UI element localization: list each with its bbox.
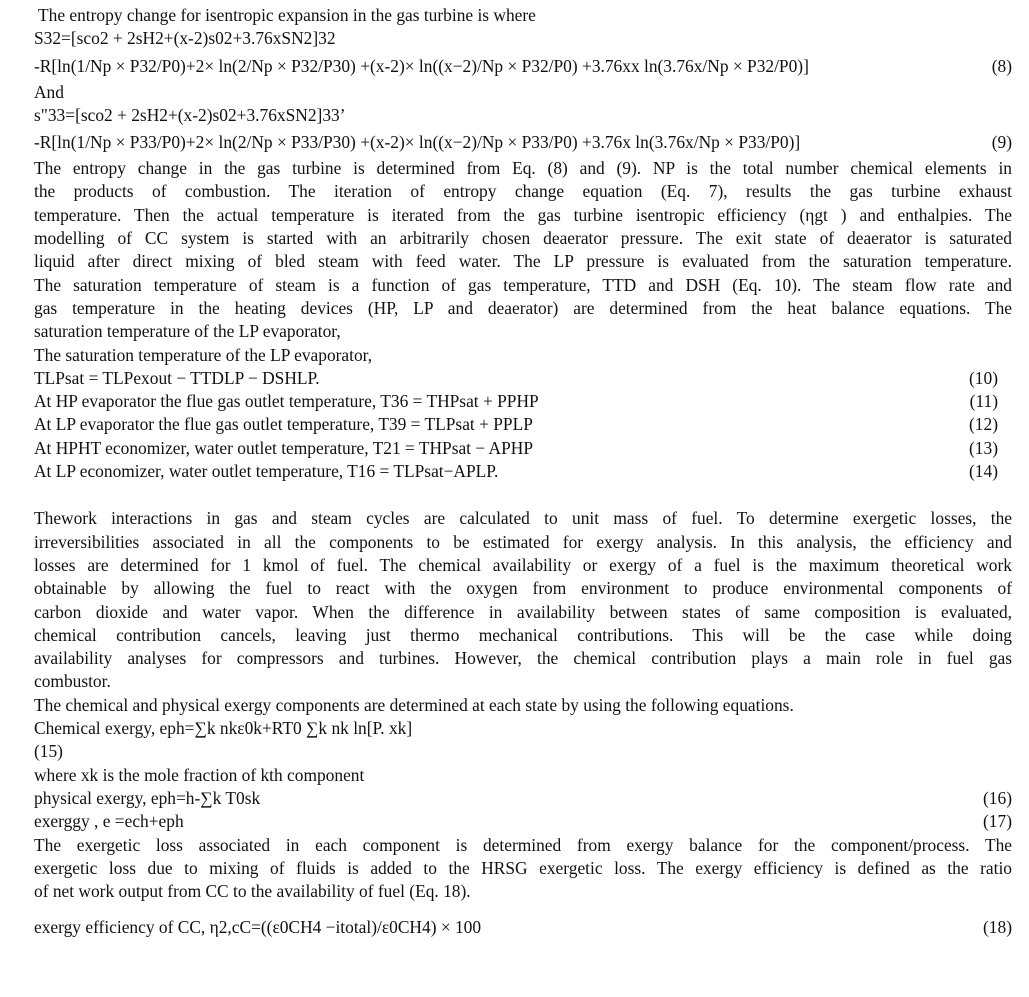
eq15-number: (15) bbox=[34, 741, 63, 762]
eq11-text: At HP evaporator the flue gas outlet temperature, T36 = THPsat + PPHP bbox=[34, 391, 539, 412]
eq10-row bbox=[34, 367, 1012, 390]
para1-line: The saturation temperature of steam is a function of gas temperature, TTD and DSH (Eq. 10). The steam flow rate and bbox=[34, 274, 1012, 295]
eq8-line2 bbox=[34, 51, 1012, 81]
para2-line: availability analyses for compressors and turbines. However, the chemical contribution plays a main role in fuel gas bbox=[34, 648, 1012, 669]
eq16-text: physical exergy, eph=h-∑k T0sk bbox=[34, 787, 261, 808]
eq12-row bbox=[34, 413, 1012, 436]
repeat-line: The saturation temperature of the LP evaporator, bbox=[34, 344, 373, 365]
para2-line: carbon dioxide and water vapor. When the difference in availability between states of same composition is evaluated, bbox=[34, 601, 1012, 622]
eq10-text: TLPsat = TLPexout − TTDLP − DSHLP. bbox=[34, 367, 320, 388]
para2-line: Thework interactions in gas and steam cycles are calculated to unit mass of fuel. To determine exergetic losses, the bbox=[34, 508, 1012, 529]
eq12-number: (12) bbox=[969, 414, 998, 435]
eq17-number: (17) bbox=[983, 811, 1012, 832]
eq17-text: exerggy , e =ech+eph bbox=[34, 811, 184, 832]
eq18-row bbox=[34, 907, 1012, 947]
and-label: And bbox=[34, 81, 64, 102]
eq9-line1: s"33=[sco2 + 2sH2+(x-2)s02+3.76xSN2]33’ bbox=[34, 104, 346, 125]
eq14-row bbox=[34, 460, 1012, 483]
para1-line: temperature. Then the actual temperature is iterated from the gas turbine isentropic efficiency (ηgt ) and enthalpies. The bbox=[34, 204, 1012, 225]
eq10-number: (10) bbox=[969, 367, 998, 388]
eq17-row bbox=[34, 810, 1012, 833]
where-line: where xk is the mole fraction of kth component bbox=[34, 764, 365, 785]
para3-line: The chemical and physical exergy components are determined at each state by using the following equations. bbox=[34, 694, 794, 715]
para4-line: exergetic loss due to mixing of fluids is added to the HRSG exergetic loss. The exergy efficiency is defined as the ratio bbox=[34, 857, 1012, 878]
eq9-line2-text: -R[ln(1/Np × P33/P0)+2× ln(2/Np × P33/P30) +(x-2)× ln((x−2)/Np × P33/P0) +3.76x ln(3.76x/Np × P33/P0)] bbox=[34, 132, 801, 153]
eq15-text: Chemical exergy, eph=∑k nkε0k+RT0 ∑k nk ln[P. xk] bbox=[34, 718, 413, 739]
eq9-number: (9) bbox=[991, 132, 1012, 153]
para1-line: The entropy change in the gas turbine is determined from Eq. (8) and (9). NP is the total number chemical elements in bbox=[34, 158, 1012, 179]
eq14-text: At LP economizer, water outlet temperature, T16 = TLPsat−APLP. bbox=[34, 461, 499, 482]
eq8-line1: S32=[sco2 + 2sH2+(x-2)s02+3.76xSN2]32 bbox=[34, 28, 336, 49]
eq16-number: (16) bbox=[983, 787, 1012, 808]
para2-line: irreversibilities associated in all the components to be estimated for exergy analysis. In this analysis, the efficiency and bbox=[34, 531, 1012, 552]
eq11-row bbox=[34, 390, 1012, 413]
para1-line: the products of combustion. The iteration of entropy change equation (Eq. 7), results the gas turbine exhaust bbox=[34, 181, 1012, 202]
para4-line: The exergetic loss associated in each component is determined from exergy balance for the component/process. The bbox=[34, 834, 1012, 855]
para2-line: obtainable by allowing the fuel to react with the oxygen from environment to produce environmental components of bbox=[34, 578, 1012, 599]
para4-last-line: of net work output from CC to the availability of fuel (Eq. 18). bbox=[34, 881, 471, 902]
para2-line: losses are determined for 1 kmol of fuel. The chemical availability or exergy of a fuel is the maximum theoretical work bbox=[34, 554, 1012, 575]
eq18-text: exergy efficiency of CC, η2,cC=((ε0CH4 −itotal)/ε0CH4) × 100 bbox=[34, 917, 482, 938]
para1-line: gas temperature in the heating devices (HP, LP and deaerator) are determined from the heat balance equations. The bbox=[34, 297, 1012, 318]
para1-line: modelling of CC system is started with an arbitrarily chosen deaerator pressure. The exit state of deaerator is saturated bbox=[34, 228, 1012, 249]
para1-line: liquid after direct mixing of bled steam with feed water. The LP pressure is evaluated from the saturation temperature. bbox=[34, 251, 1012, 272]
intro-line: The entropy change for isentropic expansion in the gas turbine is where bbox=[38, 5, 536, 25]
paper-page bbox=[34, 4, 1012, 947]
eq8-line2-text: -R[ln(1/Np × P32/P0)+2× ln(2/Np × P32/P30) +(x-2)× ln((x−2)/Np × P32/P0) +3.76xx ln(3.76x/Np × P32/P0)] bbox=[34, 55, 809, 76]
eq14-number: (14) bbox=[969, 461, 998, 482]
eq16-row bbox=[34, 787, 1012, 810]
eq13-number: (13) bbox=[969, 437, 998, 458]
eq9-line2 bbox=[34, 127, 1012, 157]
paragraph-2 bbox=[34, 507, 1012, 693]
para2-line: chemical contribution cancels, leaving just thermo mechanical contributions. This will be the case while doing bbox=[34, 624, 1012, 645]
eq11-number: (11) bbox=[969, 391, 998, 412]
para1-last-line: saturation temperature of the LP evaporator, bbox=[34, 321, 341, 342]
para2-last-line: combustor. bbox=[34, 671, 111, 692]
paragraph-1 bbox=[34, 157, 1012, 343]
eq18-number: (18) bbox=[983, 917, 1012, 938]
eq13-row bbox=[34, 437, 1012, 460]
eq12-text: At LP evaporator the flue gas outlet temperature, T39 = TLPsat + PPLP bbox=[34, 414, 533, 435]
eq13-text: At HPHT economizer, water outlet temperature, T21 = THPsat − APHP bbox=[34, 437, 534, 458]
eq8-number: (8) bbox=[991, 55, 1012, 76]
paragraph-4 bbox=[34, 834, 1012, 904]
